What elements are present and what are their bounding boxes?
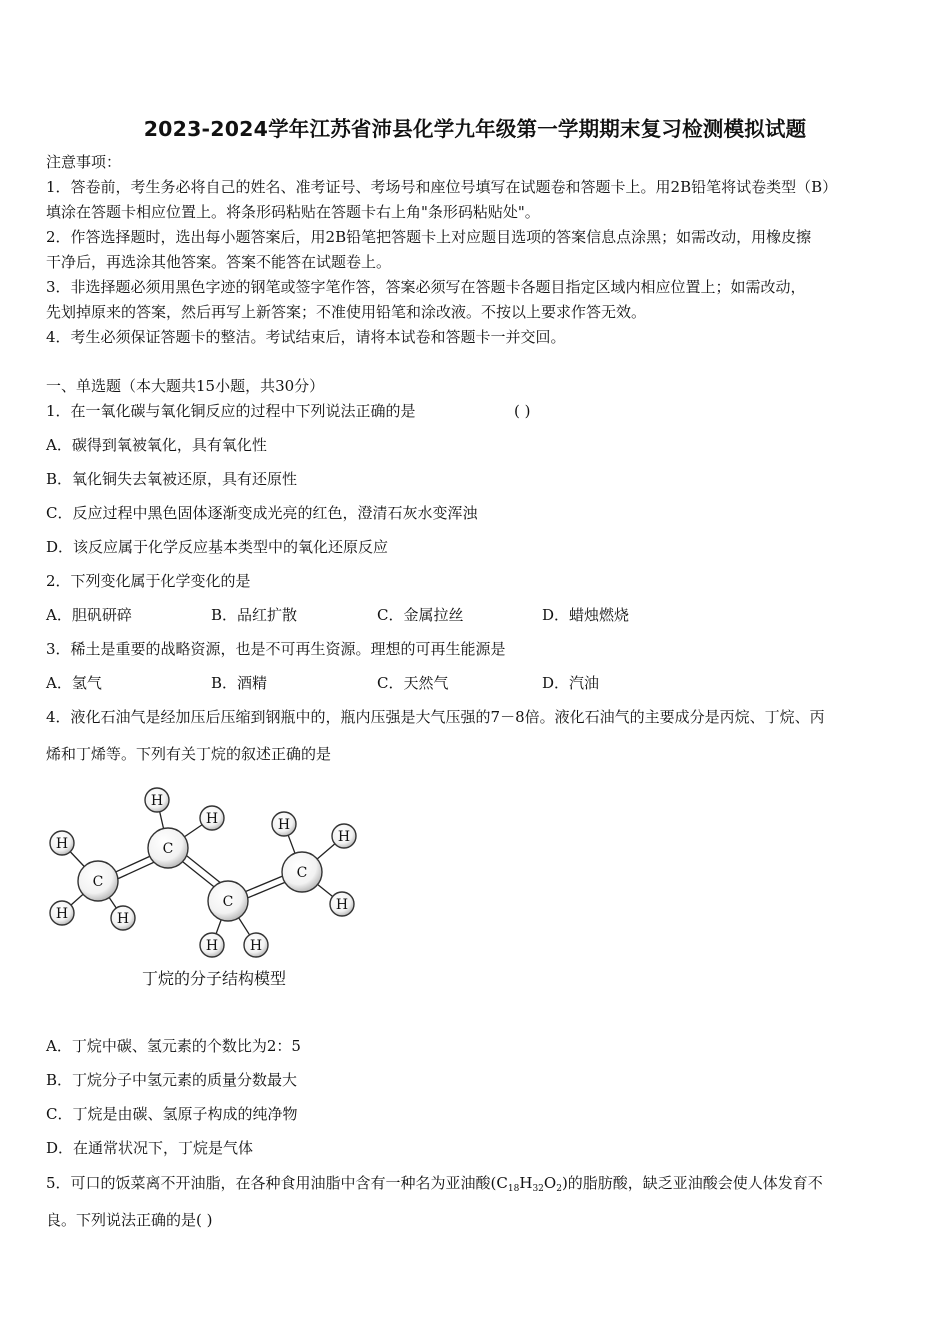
carbon-label: C [92, 874, 104, 890]
q4-stem-line-2: 烯和丁烯等。下列有关丁烷的叙述正确的是 [46, 745, 332, 763]
q2-stem: 2．下列变化属于化学变化的是 [46, 572, 251, 590]
hydrogen-label: H [277, 817, 291, 833]
q3-option-b: B．酒精 [211, 674, 268, 692]
page-title: 2023-2024学年江苏省沛县化学九年级第一学期期末复习检测模拟试题 [143, 117, 807, 141]
butane-molecule-model [40, 780, 370, 995]
notice-line-6: 先划掉原来的答案，然后再写上新答案；不准使用铅笔和涂改液。不按以上要求作答无效。 [46, 303, 647, 321]
q1-option-a: A．碳得到氧被氧化，具有氧化性 [46, 436, 267, 454]
hydrogen-label: H [337, 829, 351, 845]
q3-option-c: C．天然气 [377, 674, 449, 692]
q2-option-b: B．品红扩散 [211, 606, 298, 624]
hydrogen-label: H [55, 906, 69, 922]
section-heading: 一、单选题（本大题共15小题，共30分） [46, 377, 325, 395]
q5-stem-line-2: 良。下列说法正确的是( ) [46, 1211, 213, 1229]
q2-option-a: A．胆矾研碎 [46, 606, 132, 624]
hydrogen-label: H [55, 836, 69, 852]
hydrogen-label: H [116, 911, 130, 927]
q3-option-d: D．汽油 [542, 674, 600, 692]
q2-option-d: D．蜡烛燃烧 [542, 606, 630, 624]
notice-line-5: 3．非选择题必须用黑色字迹的钢笔或签字笔作答，答案必须写在答题卡各题目指定区域内相应位置上；如需改动， [46, 278, 806, 296]
notice-line-4: 干净后，再选涂其他答案。答案不能答在试题卷上。 [46, 253, 392, 271]
notice-line-7: 4．考生必须保证答题卡的整洁。考试结束后，请将本试卷和答题卡一并交回。 [46, 328, 566, 346]
hydrogen-label: H [335, 897, 349, 913]
q1-stem: 1．在一氧化碳与氧化铜反应的过程中下列说法正确的是 [46, 402, 416, 420]
q1-option-b: B．氧化铜失去氧被还原，具有还原性 [46, 470, 298, 488]
notice-line-2: 填涂在答题卡相应位置上。将条形码粘贴在答题卡右上角"条形码粘贴处"。 [46, 203, 540, 221]
notice-line-3: 2．作答选择题时，选出每小题答案后，用2B铅笔把答题卡上对应题目选项的答案信息点涂黑；如需改动，用橡皮擦 [46, 228, 812, 246]
hydrogen-label: H [205, 938, 219, 954]
q5-stem-line-1: 5．可口的饭菜离不开油脂，在各种食用油脂中含有一种名为亚油酸$(C_{18}H_{32}O_2)$的脂肪酸，缺乏亚油酸会使人体发育不 [46, 1174, 823, 1194]
q4-option-a: A．丁烷中碳、氢元素的个数比为2：5 [46, 1037, 301, 1055]
hydrogen-label: H [150, 793, 164, 809]
q3-option-a: A．氢气 [46, 674, 102, 692]
q4-option-d: D．在通常状况下，丁烷是气体 [46, 1139, 254, 1157]
q2-option-c: C．金属拉丝 [377, 606, 464, 624]
figure-caption: 丁烷的分子结构模型 [142, 969, 287, 988]
carbon-label: C [296, 865, 308, 881]
q4-option-b: B．丁烷分子中氢元素的质量分数最大 [46, 1071, 298, 1089]
q1-answer-paren: ( ) [514, 402, 531, 420]
carbon-label: C [162, 841, 174, 857]
hydrogen-label: H [205, 811, 219, 827]
q4-stem-line-1: 4．液化石油气是经加压后压缩到钢瓶中的，瓶内压强是大气压强的7－8倍。液化石油气的主要成分是丙烷、丁烷、丙 [46, 708, 825, 726]
q4-option-c: C．丁烷是由碳、氢原子构成的纯净物 [46, 1105, 298, 1123]
notice-line-1: 1．答卷前，考生务必将自己的姓名、准考证号、考场号和座位号填写在试题卷和答题卡上。用2B铅笔将试卷类型（B） [46, 178, 838, 196]
notice-heading: 注意事项： [46, 153, 122, 171]
q1-option-d: D．该反应属于化学反应基本类型中的氧化还原反应 [46, 538, 389, 556]
q1-option-c: C．反应过程中黑色固体逐渐变成光亮的红色，澄清石灰水变浑浊 [46, 504, 478, 522]
q3-stem: 3．稀土是重要的战略资源，也是不可再生资源。理想的可再生能源是 [46, 640, 506, 658]
hydrogen-label: H [249, 938, 263, 954]
carbon-label: C [222, 894, 234, 910]
